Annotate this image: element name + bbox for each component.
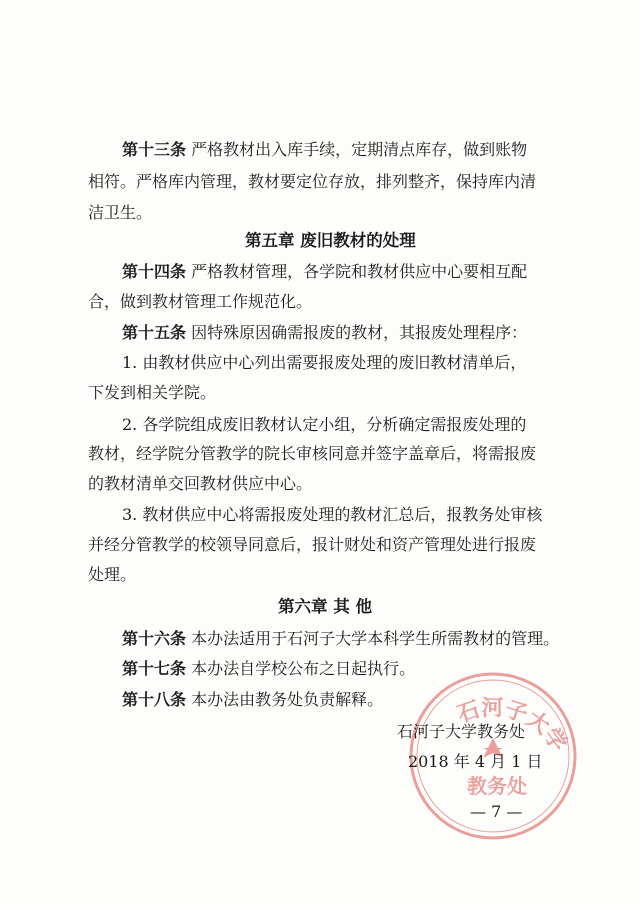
signature-date: 2018 年 4 月 1 日 <box>408 752 543 771</box>
item-3-line-3: 处理。 <box>88 565 137 584</box>
article-16-text-1: 本办法适用于石河子大学本科学生所需教材的管理。 <box>191 629 560 648</box>
article-14-line-1 <box>122 262 639 282</box>
chapter-6-heading: 第六章 其 他 <box>278 597 372 616</box>
article-18-label: 第十八条 <box>122 690 187 709</box>
article-13-line-1 <box>122 140 639 160</box>
item-2-line-3: 的教材清单交回教材供应中心。 <box>88 474 313 493</box>
article-16-label: 第十六条 <box>122 629 187 648</box>
article-15-label: 第十五条 <box>122 323 187 342</box>
page-number: — 7 — <box>470 802 523 821</box>
item-2-line-2: 教材，经学院分管教学的院长审核同意并签字盖章后，将需报废 <box>88 444 537 463</box>
item-1-line-1: 1. 由教材供应中心列出需要报废处理的废旧教材清单后， <box>122 353 527 372</box>
article-17-text-1: 本办法自学校公布之日起执行。 <box>191 659 416 678</box>
article-15-line-1 <box>122 323 639 343</box>
article-13-text-1: 严格教材出入库手续，定期清点库存，做到账物 <box>191 140 528 159</box>
article-14-text-1: 严格教材管理，各学院和教材供应中心要相互配 <box>191 262 528 281</box>
seal-text-top: 石河子大学 <box>454 695 573 757</box>
item-2-line-1: 2. 各学院组成废旧教材认定小组，分析确定需报废处理的 <box>122 415 527 434</box>
article-13-label: 第十三条 <box>122 140 187 159</box>
article-13-line-2: 相符。严格库内管理，教材要定位存放，排列整齐，保持库内清 <box>88 172 537 191</box>
item-3-line-1: 3. 教材供应中心将需报废处理的教材汇总后，报教务处审核 <box>122 505 543 524</box>
article-17-label: 第十七条 <box>122 659 187 678</box>
chapter-5-heading: 第五章 废旧教材的处理 <box>245 231 416 250</box>
article-15-text-1: 因特殊原因确需报废的教材，其报废处理程序： <box>191 323 528 342</box>
article-14-label: 第十四条 <box>122 262 187 281</box>
item-1-line-2: 下发到相关学院。 <box>88 383 217 402</box>
article-16-line-1 <box>122 629 639 649</box>
article-13-line-3: 洁卫生。 <box>88 203 153 222</box>
seal-text-bottom: 教务处 <box>467 774 527 798</box>
article-14-line-2: 合，做到教材管理工作规范化。 <box>88 292 313 311</box>
item-3-line-2: 并经分管教学的校领导同意后，报计财处和资产管理处进行报废 <box>88 535 537 554</box>
signature-org: 石河子大学教务处 <box>397 722 526 741</box>
article-18-text-1: 本办法由教务处负责解释。 <box>191 690 384 709</box>
